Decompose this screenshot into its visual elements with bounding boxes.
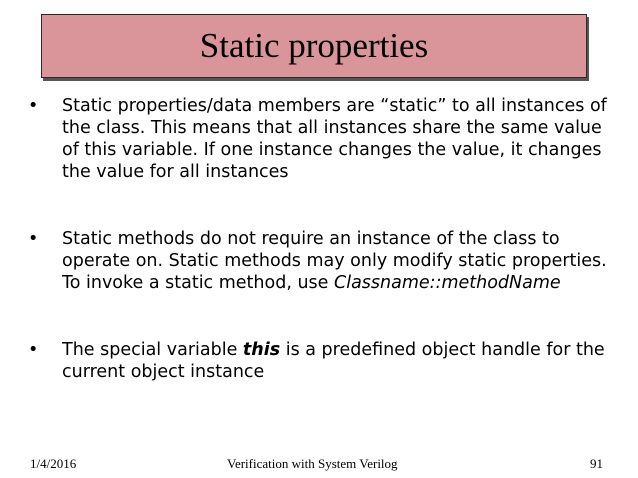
bullet-line-text: The special variable	[62, 340, 243, 360]
page-number: 91	[590, 456, 603, 471]
bullet-text	[62, 95, 622, 183]
bullet-line: the value for all instances	[62, 162, 289, 182]
bullet-line: of this variable. If one instance changes the value, it changes	[62, 140, 602, 160]
bullet-line: current object instance	[62, 362, 265, 382]
footer-date: 1/4/2016	[30, 456, 77, 471]
classname-method-syntax: Classname::methodName	[334, 273, 561, 293]
bullet-marker: •	[28, 96, 39, 116]
footer-title: Verification with System Verilog	[227, 456, 398, 471]
bullet-text	[62, 228, 622, 294]
title-banner	[41, 14, 587, 78]
bullet-line-text: is a predefined object handle for the	[280, 340, 605, 360]
bullet-line: Static properties/data members are “static” to all instances of	[62, 96, 607, 116]
this-keyword: this	[242, 340, 281, 360]
bullet-line: operate on. Static methods may only modify static properties.	[62, 251, 607, 271]
bullet-text	[62, 339, 622, 383]
bullet-line: Static methods do not require an instance of the class to	[62, 229, 560, 249]
bullet-marker: •	[28, 229, 39, 249]
bullet-line-text: To invoke a static method, use	[62, 273, 334, 293]
bullet-line	[62, 339, 622, 361]
bullet-line: the class. This means that all instances share the same value	[62, 118, 602, 138]
bullet-line	[62, 272, 622, 294]
slide-title: Static properties	[199, 25, 429, 65]
bullet-marker: •	[28, 340, 39, 360]
